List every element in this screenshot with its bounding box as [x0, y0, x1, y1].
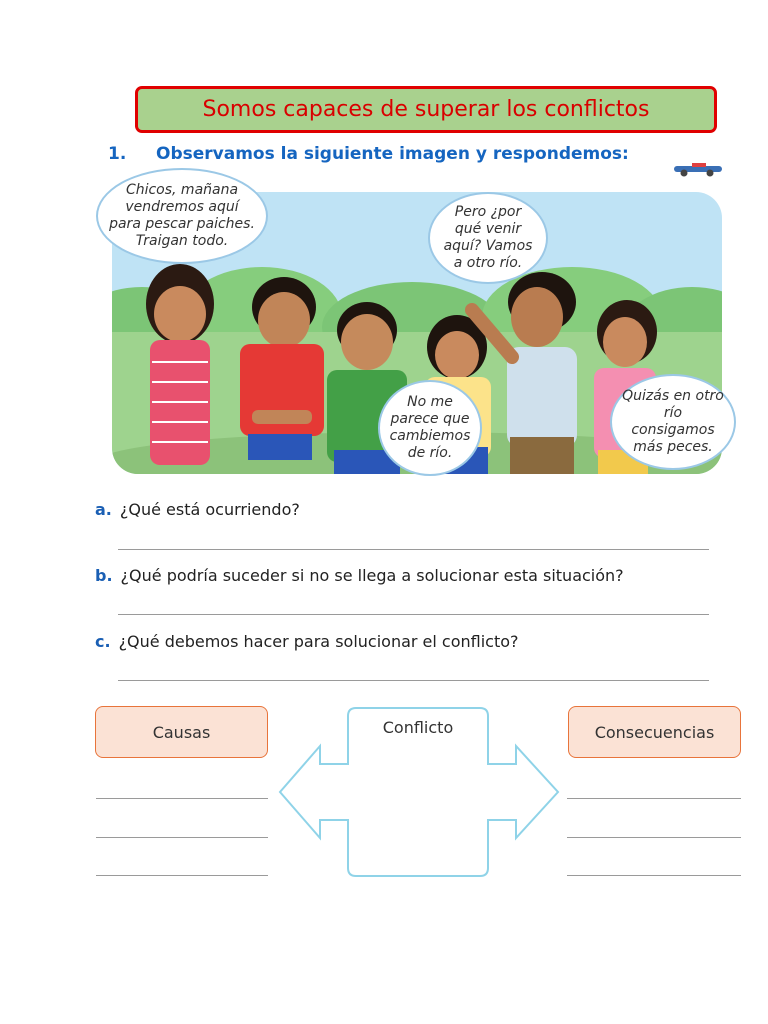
- causes-box: [95, 706, 268, 758]
- speech-bubble-4: Quizás en otro río consigamos más peces.: [610, 374, 736, 470]
- question-b-text: ¿Qué podría suceder si no se llega a solucionar esta situación?: [120, 566, 624, 585]
- causes-line-2[interactable]: [96, 837, 268, 838]
- question-a-text: ¿Qué está ocurriendo?: [119, 500, 300, 519]
- consequences-label: Consecuencias: [594, 722, 715, 742]
- answer-line-a[interactable]: [118, 549, 709, 550]
- consequences-box: [568, 706, 741, 758]
- instruction: [108, 144, 629, 164]
- causes-line-1[interactable]: [96, 798, 268, 799]
- child-boy-red-shirt: [240, 277, 324, 460]
- answer-line-b[interactable]: [118, 614, 709, 615]
- question-b-letter: b.: [95, 566, 113, 585]
- speech-bubble-2: Pero ¿por qué venir aquí? Vamos a otro río.: [428, 192, 548, 284]
- answer-line-c[interactable]: [118, 680, 709, 681]
- instruction-number: 1.: [108, 144, 127, 164]
- title-text: Somos capaces de superar los conflictos: [202, 97, 650, 122]
- child-girl-pink-dress: [146, 264, 214, 465]
- consequences-line-2[interactable]: [567, 837, 741, 838]
- speech-bubble-3: No me parece que cambiemos de río.: [378, 380, 482, 476]
- boat-icon: [672, 162, 724, 178]
- conflict-label: Conflicto: [382, 718, 454, 737]
- question-c: [95, 632, 519, 651]
- question-a: [95, 500, 300, 519]
- instruction-text: Observamos la siguiente imagen y respondemos:: [156, 144, 629, 164]
- question-b: [95, 566, 624, 585]
- question-c-text: ¿Qué debemos hacer para solucionar el conflicto?: [118, 632, 519, 651]
- question-a-letter: a.: [95, 500, 112, 519]
- consequences-line-1[interactable]: [567, 798, 741, 799]
- causes-label: Causas: [152, 722, 211, 742]
- speech-bubble-1: Chicos, mañana vendremos aquí para pescar paiches. Traigan todo.: [96, 168, 268, 264]
- question-c-letter: c.: [95, 632, 111, 651]
- consequences-line-3[interactable]: [567, 875, 741, 876]
- worksheet-title: [135, 86, 717, 133]
- causes-line-3[interactable]: [96, 875, 268, 876]
